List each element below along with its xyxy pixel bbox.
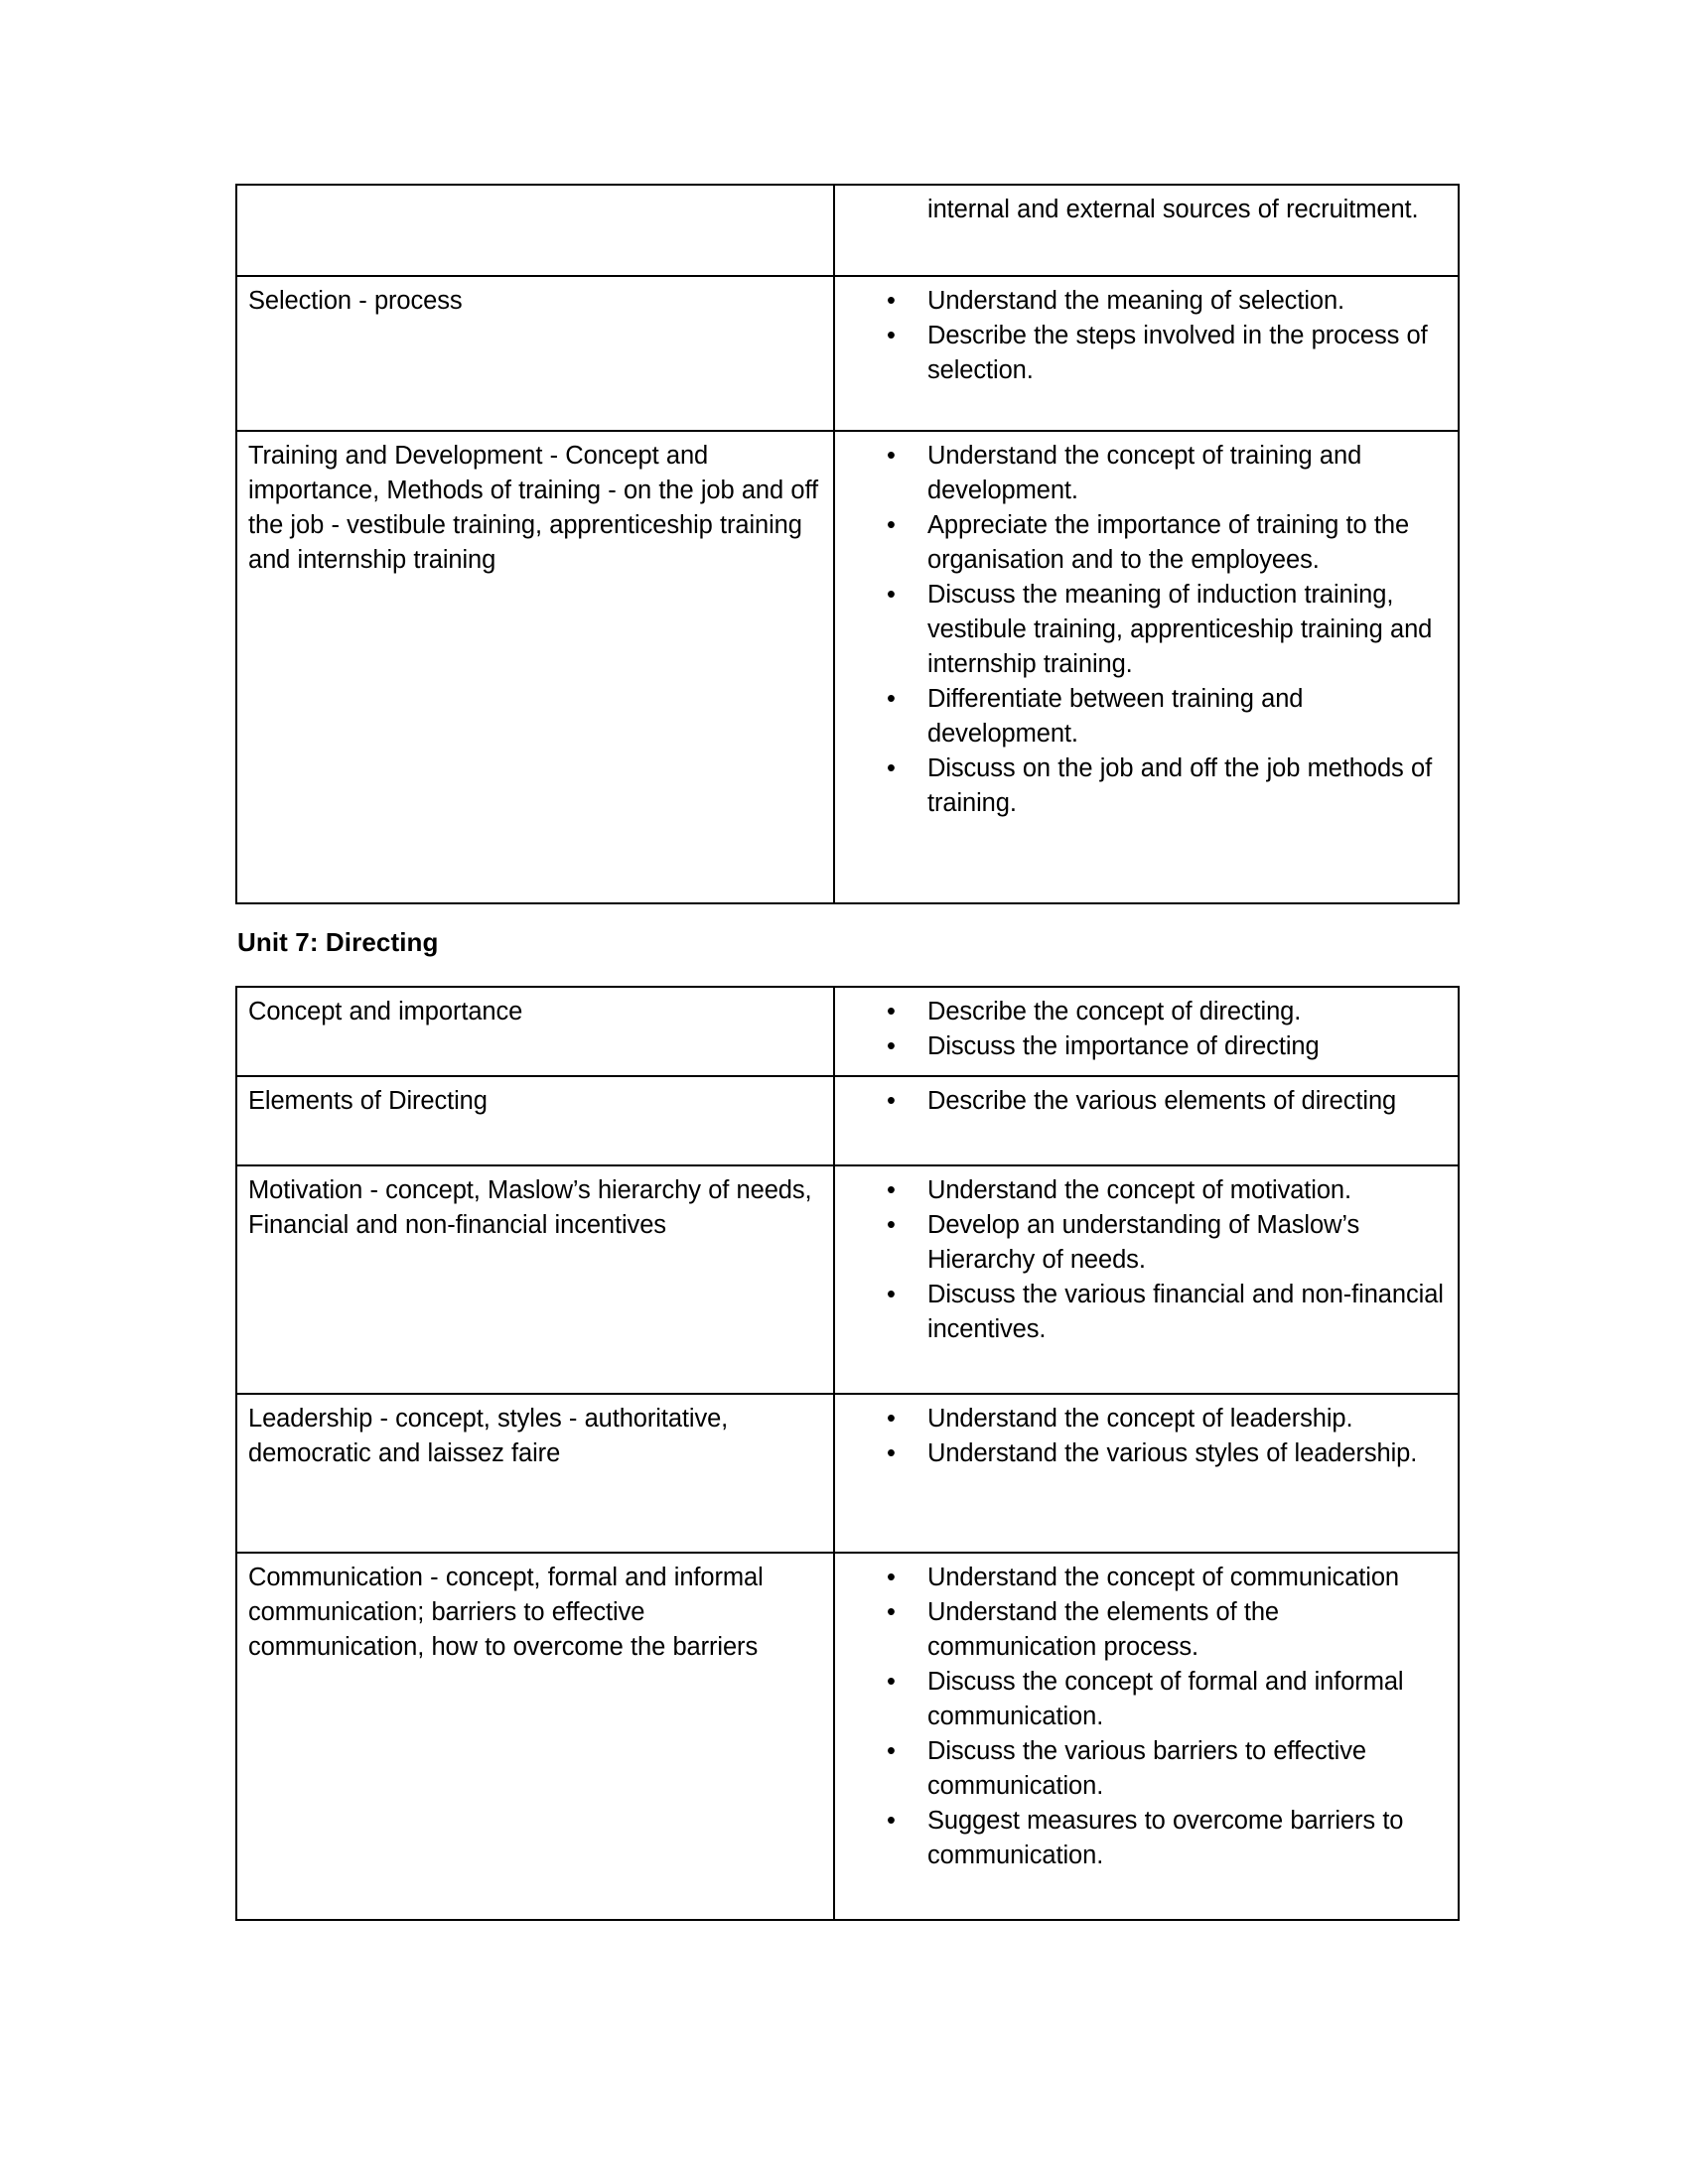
bullet-icon: • <box>887 1598 896 1626</box>
bullet-icon: • <box>887 322 896 349</box>
outcomes-cell <box>834 276 1459 431</box>
bullet-icon: • <box>887 1281 896 1308</box>
outcomes-list <box>835 1395 1458 1552</box>
bullet-icon: • <box>887 998 896 1025</box>
topic-text: Selection - process <box>248 287 463 315</box>
bullet-icon: • <box>887 1405 896 1433</box>
outcome-text: Differentiate between training and development. <box>927 685 1304 748</box>
outcome-text: Describe the steps involved in the process of selection. <box>927 322 1428 384</box>
outcomes-list <box>835 277 1458 430</box>
spacer <box>235 904 1457 926</box>
outcome-text: Understand the elements of the communication process. <box>927 1598 1280 1661</box>
outcome-text: Discuss the concept of formal and informal communication. <box>927 1668 1404 1730</box>
topic-text: Communication - concept, formal and informal communication; barriers to effective communication, how to overcome the barriers <box>248 1564 764 1661</box>
outcome-text: Understand the concept of communication <box>927 1564 1399 1591</box>
topic-text: Motivation - concept, Maslow’s hierarchy of needs, Financial and non-financial incentives <box>248 1176 812 1239</box>
topic-cell <box>236 1553 834 1920</box>
topic-cell <box>236 1165 834 1394</box>
table-row <box>236 1394 1459 1553</box>
table-row <box>236 1076 1459 1165</box>
bullet-icon: • <box>887 1176 896 1204</box>
outcome-item <box>835 1278 1446 1347</box>
syllabus-table-directing <box>235 986 1460 1921</box>
topic-cell <box>236 1394 834 1553</box>
outcome-item <box>835 1804 1446 1873</box>
outcome-text: Understand the concept of leadership. <box>927 1405 1353 1433</box>
table-row <box>236 276 1459 431</box>
outcome-item <box>835 508 1446 578</box>
table-row <box>236 431 1459 903</box>
topic-text <box>237 186 833 275</box>
outcome-item <box>835 1029 1446 1064</box>
outcome-item <box>835 1595 1446 1665</box>
outcome-item-plain <box>835 193 1446 227</box>
table-row <box>236 987 1459 1076</box>
bullet-icon: • <box>887 1737 896 1765</box>
outcomes-cell <box>834 1076 1459 1165</box>
topic-text: Training and Development - Concept and importance, Methods of training - on the job and off the job - vestibule training, apprenticeship training and internship training <box>248 442 818 574</box>
outcome-text: Develop an understanding of Maslow’s Hierarchy of needs. <box>927 1211 1360 1274</box>
outcome-item <box>835 1208 1446 1278</box>
bullet-icon: • <box>887 581 896 609</box>
topic-cell <box>236 276 834 431</box>
outcome-item <box>835 751 1446 821</box>
outcome-item <box>835 1173 1446 1208</box>
table-row <box>236 1553 1459 1920</box>
outcome-item <box>835 1084 1446 1119</box>
bullet-icon: • <box>887 1668 896 1696</box>
outcome-item <box>835 1665 1446 1734</box>
outcomes-list <box>835 186 1458 275</box>
outcome-text: Discuss on the job and off the job methods of training. <box>927 754 1433 817</box>
bullet-icon: • <box>887 754 896 782</box>
spacer <box>235 958 1457 986</box>
topic-cell <box>236 431 834 903</box>
bullet-icon: • <box>887 1032 896 1060</box>
outcomes-cell <box>834 1394 1459 1553</box>
outcome-text: Discuss the various financial and non-financial incentives. <box>927 1281 1444 1343</box>
unit-heading: Unit 7: Directing <box>237 927 439 957</box>
outcome-item <box>835 439 1446 508</box>
topic-text: Elements of Directing <box>248 1087 488 1115</box>
outcome-text: Appreciate the importance of training to the organisation and to the employees. <box>927 511 1410 574</box>
bullet-icon: • <box>887 1564 896 1591</box>
page-content <box>235 184 1457 1921</box>
bullet-icon: • <box>887 685 896 713</box>
bullet-icon: • <box>887 1807 896 1835</box>
topic-text: Leadership - concept, styles - authoritative, democratic and laissez faire <box>248 1405 729 1467</box>
outcome-item <box>835 1436 1446 1471</box>
outcome-item <box>835 1402 1446 1436</box>
outcome-text: Suggest measures to overcome barriers to communication. <box>927 1807 1404 1869</box>
outcome-item <box>835 1734 1446 1804</box>
bullet-icon: • <box>887 1211 896 1239</box>
outcome-text: Discuss the various barriers to effective communication. <box>927 1737 1366 1800</box>
outcome-text: internal and external sources of recruitment. <box>927 196 1419 223</box>
outcome-text: Describe the various elements of directing <box>927 1087 1397 1115</box>
outcomes-list <box>835 988 1458 1075</box>
outcomes-cell <box>834 431 1459 903</box>
bullet-icon: • <box>887 442 896 470</box>
bullet-icon: • <box>887 287 896 315</box>
outcome-text: Discuss the meaning of induction training, vestibule training, apprenticeship training and internship training. <box>927 581 1433 678</box>
outcomes-cell <box>834 987 1459 1076</box>
outcomes-list <box>835 432 1458 902</box>
outcomes-list <box>835 1554 1458 1919</box>
outcome-text: Discuss the importance of directing <box>927 1032 1320 1060</box>
topic-cell <box>236 987 834 1076</box>
table-row <box>236 1165 1459 1394</box>
bullet-icon: • <box>887 1439 896 1467</box>
outcomes-cell <box>834 185 1459 276</box>
table-row <box>236 185 1459 276</box>
topic-text: Concept and importance <box>248 998 523 1025</box>
bullet-icon: • <box>887 511 896 539</box>
outcome-text: Understand the concept of motivation. <box>927 1176 1352 1204</box>
outcomes-cell <box>834 1165 1459 1394</box>
outcome-text: Understand the various styles of leadership. <box>927 1439 1418 1467</box>
topic-cell <box>236 185 834 276</box>
outcome-item <box>835 995 1446 1029</box>
outcome-text: Describe the concept of directing. <box>927 998 1302 1025</box>
topic-cell <box>236 1076 834 1165</box>
syllabus-table-staffing-continued <box>235 184 1460 904</box>
bullet-icon: • <box>887 1087 896 1115</box>
outcome-item <box>835 578 1446 682</box>
outcome-item <box>835 1561 1446 1595</box>
outcome-text: Understand the meaning of selection. <box>927 287 1345 315</box>
outcomes-list <box>835 1077 1458 1164</box>
outcome-item <box>835 682 1446 751</box>
outcome-text: Understand the concept of training and development. <box>927 442 1362 504</box>
outcome-item <box>835 319 1446 388</box>
outcomes-list <box>835 1166 1458 1393</box>
outcome-item <box>835 284 1446 319</box>
outcomes-cell <box>834 1553 1459 1920</box>
